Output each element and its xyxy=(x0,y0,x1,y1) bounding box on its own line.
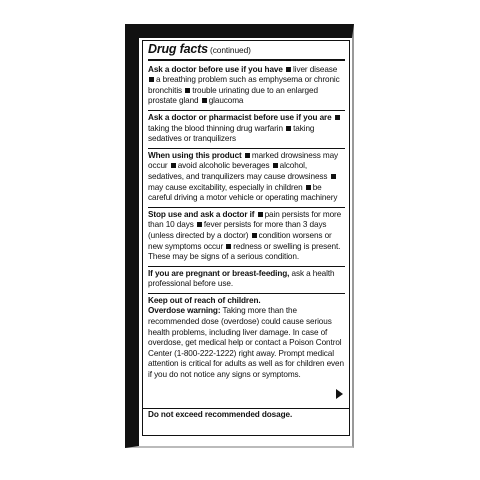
bullet-icon xyxy=(335,115,340,120)
ask-pharmacist-item: taking sedatives or tranquilizers xyxy=(148,123,315,144)
when-using-item: avoid alcoholic beverages xyxy=(177,161,270,171)
drug-facts-title: Drug facts xyxy=(148,42,208,56)
when-using-item: alcohol, sedatives, and tranquilizers may cause drowsiness xyxy=(148,161,328,181)
ask-doctor-item: glaucoma xyxy=(208,96,244,106)
dosage-footer: Do not exceed recommended dosage. xyxy=(148,410,293,420)
bullet-icon xyxy=(197,222,202,227)
bullet-icon xyxy=(286,67,291,72)
ask-pharmacist-item: taking the blood thinning drug warfarin xyxy=(148,123,283,133)
ask-doctor-heading: Ask a doctor before use if you have xyxy=(148,64,283,74)
drug-facts-panel xyxy=(142,40,350,436)
stop-use-item: pain persists for more than 10 days xyxy=(148,209,342,230)
stop-use-item: redness or swelling is present. These may be signs of a serious condition. xyxy=(148,241,341,262)
when-using-item: marked drowsiness may occur xyxy=(148,150,339,171)
bullet-icon xyxy=(331,174,336,179)
stop-use-item: condition worsens or new symptoms occur xyxy=(148,230,332,251)
bullet-icon xyxy=(245,153,250,158)
bullet-icon xyxy=(258,212,263,217)
when-using-item: be careful driving a motor vehicle or operating machinery xyxy=(148,182,338,203)
bullet-icon xyxy=(149,77,154,82)
section-ask-pharmacist xyxy=(148,111,345,149)
section-keep-out xyxy=(148,294,345,384)
section-when-using xyxy=(148,149,345,208)
stop-use-heading: Stop use and ask a doctor if xyxy=(148,209,255,219)
bullet-icon xyxy=(306,185,311,190)
keep-out-heading: Keep out of reach of children. xyxy=(148,295,261,305)
section-ask-doctor xyxy=(148,63,345,111)
footer-divider xyxy=(143,408,349,409)
when-using-item: may cause excitability, especially in children xyxy=(148,182,303,192)
section-pregnant xyxy=(148,267,345,294)
pregnant-heading: If you are pregnant or breast-feeding, xyxy=(148,268,290,278)
bullet-icon xyxy=(286,126,291,131)
bullet-icon xyxy=(273,163,278,168)
continue-arrow-icon xyxy=(336,389,343,399)
when-using-heading: When using this product xyxy=(148,150,242,160)
overdose-text: Taking more than the recommended dose (overdose) could cause serious health problems, including liver damage. In case of overdose, get medical help or contact a Poison Control Center (1-800-222-1222) right away. Prompt medical attention is critical for adults as well as for children even if you do not notice any signs or symptoms. xyxy=(148,306,344,380)
ask-doctor-item: trouble urinating due to an enlarged prostate gland xyxy=(148,85,318,106)
bullet-icon xyxy=(202,98,207,103)
drug-facts-header xyxy=(148,44,345,61)
ask-pharmacist-heading: Ask a doctor or pharmacist before use if you are xyxy=(148,112,332,122)
bullet-icon xyxy=(252,233,257,238)
pregnant-text: ask a health professional before use. xyxy=(148,268,335,289)
bullet-icon xyxy=(185,88,190,93)
bullet-icon xyxy=(226,244,231,249)
bullet-icon xyxy=(171,163,176,168)
overdose-label: Overdose warning: xyxy=(148,306,221,316)
stop-use-item: fever persists for more than 3 days (unless directed by a doctor) xyxy=(148,220,327,240)
section-stop-use xyxy=(148,208,345,267)
ask-doctor-item: liver disease xyxy=(293,64,338,74)
ask-doctor-item: a breathing problem such as emphysema or chronic bronchitis xyxy=(148,75,340,95)
drug-facts-continued: (continued) xyxy=(210,45,251,55)
